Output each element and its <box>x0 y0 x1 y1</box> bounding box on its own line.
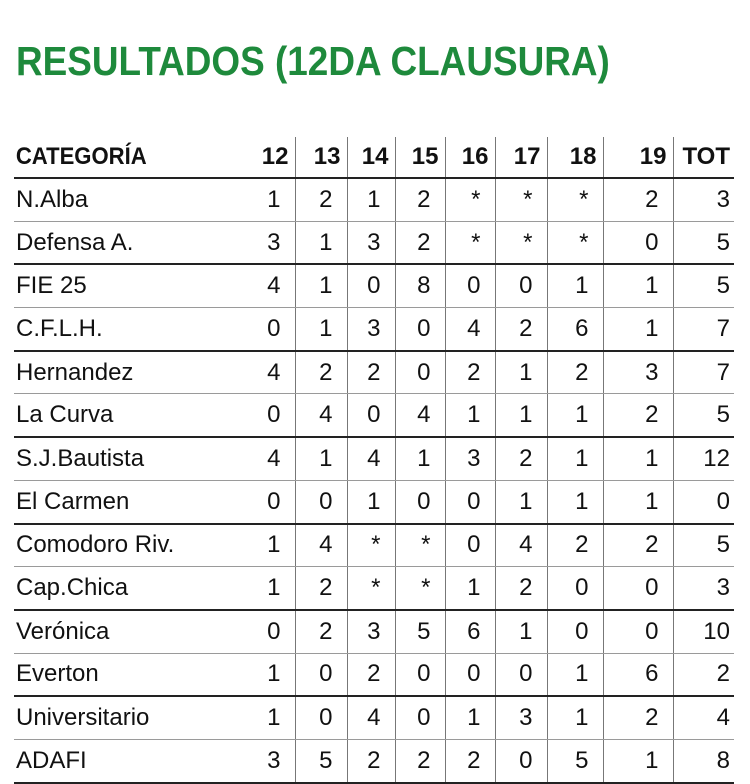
team-name-cell: El Carmen <box>14 480 239 523</box>
score-cell-tot: 10 <box>673 610 734 653</box>
score-cell-13: 2 <box>295 351 347 394</box>
score-cell-17: 2 <box>495 437 547 480</box>
team-name-cell: Everton <box>14 653 239 696</box>
table-row <box>14 739 734 782</box>
score-cell-13: 2 <box>295 567 347 610</box>
score-cell-19: 1 <box>603 308 673 351</box>
table-row <box>14 351 734 394</box>
score-cell-tot: 12 <box>673 437 734 480</box>
score-cell-14: 1 <box>347 178 395 221</box>
score-cell-14: 0 <box>347 264 395 307</box>
column-header-categoria: CATEGORÍA <box>14 137 221 178</box>
table-row <box>14 567 734 610</box>
score-cell-14: 1 <box>347 480 395 523</box>
score-cell-17: 2 <box>495 567 547 610</box>
score-cell-15: 5 <box>395 610 445 653</box>
score-cell-12: 3 <box>239 221 295 264</box>
score-cell-18: 2 <box>547 524 603 567</box>
score-cell-16: 1 <box>445 696 495 739</box>
score-cell-15: 0 <box>395 653 445 696</box>
score-cell-14: 4 <box>347 696 395 739</box>
score-cell-18: 5 <box>547 739 603 782</box>
score-cell-17: 1 <box>495 610 547 653</box>
score-cell-13: 2 <box>295 178 347 221</box>
score-cell-14: 3 <box>347 221 395 264</box>
score-cell-tot: 7 <box>673 351 734 394</box>
score-cell-18: * <box>547 221 603 264</box>
score-cell-17: 0 <box>495 653 547 696</box>
column-header-13: 13 <box>295 137 347 178</box>
score-cell-tot: 2 <box>673 653 734 696</box>
table-row <box>14 653 734 696</box>
score-cell-17: 3 <box>495 696 547 739</box>
score-cell-tot: 3 <box>673 178 734 221</box>
score-cell-13: 0 <box>295 480 347 523</box>
table-row <box>14 696 734 739</box>
score-cell-12: 3 <box>239 739 295 782</box>
score-cell-19: 0 <box>603 221 673 264</box>
score-cell-18: 1 <box>547 264 603 307</box>
score-cell-13: 4 <box>295 524 347 567</box>
score-cell-13: 1 <box>295 308 347 351</box>
score-cell-19: 2 <box>603 524 673 567</box>
score-cell-16: 0 <box>445 480 495 523</box>
score-cell-18: 1 <box>547 394 603 437</box>
score-cell-16: 0 <box>445 653 495 696</box>
score-cell-18: 6 <box>547 308 603 351</box>
table-row <box>14 264 734 307</box>
header-row <box>14 137 734 178</box>
column-header-18: 18 <box>547 137 603 178</box>
score-cell-16: 1 <box>445 567 495 610</box>
score-cell-13: 4 <box>295 394 347 437</box>
score-cell-14: 3 <box>347 308 395 351</box>
score-cell-13: 0 <box>295 696 347 739</box>
score-cell-16: 3 <box>445 437 495 480</box>
score-cell-15: 2 <box>395 739 445 782</box>
score-cell-19: 1 <box>603 739 673 782</box>
score-cell-12: 0 <box>239 480 295 523</box>
team-name-cell: S.J.Bautista <box>14 437 239 480</box>
score-cell-19: 1 <box>603 264 673 307</box>
score-cell-12: 1 <box>239 567 295 610</box>
score-cell-12: 0 <box>239 394 295 437</box>
score-cell-19: 2 <box>603 394 673 437</box>
score-cell-13: 2 <box>295 610 347 653</box>
score-cell-17: 1 <box>495 394 547 437</box>
team-name-cell: C.F.L.H. <box>14 308 239 351</box>
score-cell-12: 1 <box>239 178 295 221</box>
column-header-15: 15 <box>395 137 445 178</box>
score-cell-12: 1 <box>239 696 295 739</box>
score-cell-16: 2 <box>445 351 495 394</box>
score-cell-17: * <box>495 178 547 221</box>
score-cell-15: 0 <box>395 696 445 739</box>
score-cell-18: 2 <box>547 351 603 394</box>
score-cell-tot: 8 <box>673 739 734 782</box>
column-header-16: 16 <box>445 137 495 178</box>
score-cell-18: 1 <box>547 696 603 739</box>
team-name-cell: ADAFI <box>14 739 239 782</box>
score-cell-19: 2 <box>603 696 673 739</box>
score-cell-15: 0 <box>395 351 445 394</box>
score-cell-19: 3 <box>603 351 673 394</box>
score-cell-15: * <box>395 567 445 610</box>
column-header-12: 12 <box>239 137 295 178</box>
score-cell-18: 0 <box>547 567 603 610</box>
table-row <box>14 610 734 653</box>
score-cell-19: 0 <box>603 610 673 653</box>
score-cell-17: 4 <box>495 524 547 567</box>
score-cell-16: 6 <box>445 610 495 653</box>
score-cell-19: 1 <box>603 437 673 480</box>
table-row <box>14 480 734 523</box>
score-cell-13: 1 <box>295 221 347 264</box>
team-name-cell: La Curva <box>14 394 239 437</box>
page-title: RESULTADOS (12DA CLAUSURA) <box>16 38 610 84</box>
score-cell-16: 2 <box>445 739 495 782</box>
score-cell-14: * <box>347 524 395 567</box>
column-header-tot: TOT <box>673 137 734 178</box>
column-header-17: 17 <box>495 137 547 178</box>
score-cell-17: 0 <box>495 264 547 307</box>
team-name-cell: Comodoro Riv. <box>14 524 239 567</box>
score-cell-18: 1 <box>547 653 603 696</box>
score-cell-16: 0 <box>445 264 495 307</box>
column-header-14: 14 <box>347 137 395 178</box>
score-cell-16: * <box>445 178 495 221</box>
score-cell-17: * <box>495 221 547 264</box>
score-cell-13: 1 <box>295 264 347 307</box>
score-cell-19: 0 <box>603 567 673 610</box>
table-row <box>14 394 734 437</box>
table-row <box>14 524 734 567</box>
score-cell-15: 0 <box>395 308 445 351</box>
score-cell-19: 2 <box>603 178 673 221</box>
team-name-cell: Defensa A. <box>14 221 239 264</box>
score-cell-14: 0 <box>347 394 395 437</box>
score-cell-17: 2 <box>495 308 547 351</box>
score-cell-12: 1 <box>239 653 295 696</box>
table-row <box>14 178 734 221</box>
score-cell-14: 2 <box>347 351 395 394</box>
score-cell-15: 1 <box>395 437 445 480</box>
score-cell-15: * <box>395 524 445 567</box>
score-cell-18: 0 <box>547 610 603 653</box>
score-cell-15: 2 <box>395 221 445 264</box>
score-cell-14: 2 <box>347 739 395 782</box>
score-cell-15: 8 <box>395 264 445 307</box>
score-cell-tot: 7 <box>673 308 734 351</box>
score-cell-tot: 5 <box>673 524 734 567</box>
table-row <box>14 221 734 264</box>
score-cell-14: 3 <box>347 610 395 653</box>
score-cell-16: 1 <box>445 394 495 437</box>
team-name-cell: Hernandez <box>14 351 239 394</box>
score-cell-12: 4 <box>239 351 295 394</box>
score-cell-tot: 5 <box>673 221 734 264</box>
score-cell-12: 0 <box>239 610 295 653</box>
score-cell-13: 5 <box>295 739 347 782</box>
score-cell-15: 0 <box>395 480 445 523</box>
column-header-19: 19 <box>603 137 673 178</box>
score-cell-17: 1 <box>495 480 547 523</box>
score-cell-15: 2 <box>395 178 445 221</box>
score-cell-13: 0 <box>295 653 347 696</box>
team-name-cell: Verónica <box>14 610 239 653</box>
table-row <box>14 437 734 480</box>
score-cell-17: 0 <box>495 739 547 782</box>
score-cell-15: 4 <box>395 394 445 437</box>
score-cell-17: 1 <box>495 351 547 394</box>
score-cell-tot: 5 <box>673 264 734 307</box>
score-cell-19: 1 <box>603 480 673 523</box>
score-cell-tot: 3 <box>673 567 734 610</box>
score-cell-12: 4 <box>239 437 295 480</box>
score-cell-tot: 4 <box>673 696 734 739</box>
team-name-cell: Cap.Chica <box>14 567 239 610</box>
score-cell-16: 4 <box>445 308 495 351</box>
score-cell-14: 2 <box>347 653 395 696</box>
score-cell-18: * <box>547 178 603 221</box>
table-row <box>14 308 734 351</box>
score-cell-14: * <box>347 567 395 610</box>
score-cell-tot: 5 <box>673 394 734 437</box>
score-cell-14: 4 <box>347 437 395 480</box>
team-name-cell: Universitario <box>14 696 239 739</box>
score-cell-13: 1 <box>295 437 347 480</box>
score-cell-18: 1 <box>547 437 603 480</box>
team-name-cell: N.Alba <box>14 178 239 221</box>
team-name-cell: FIE 25 <box>14 264 239 307</box>
score-cell-tot: 0 <box>673 480 734 523</box>
score-cell-19: 6 <box>603 653 673 696</box>
score-cell-12: 0 <box>239 308 295 351</box>
score-cell-18: 1 <box>547 480 603 523</box>
results-table <box>14 137 734 784</box>
score-cell-16: * <box>445 221 495 264</box>
score-cell-12: 1 <box>239 524 295 567</box>
score-cell-12: 4 <box>239 264 295 307</box>
score-cell-16: 0 <box>445 524 495 567</box>
